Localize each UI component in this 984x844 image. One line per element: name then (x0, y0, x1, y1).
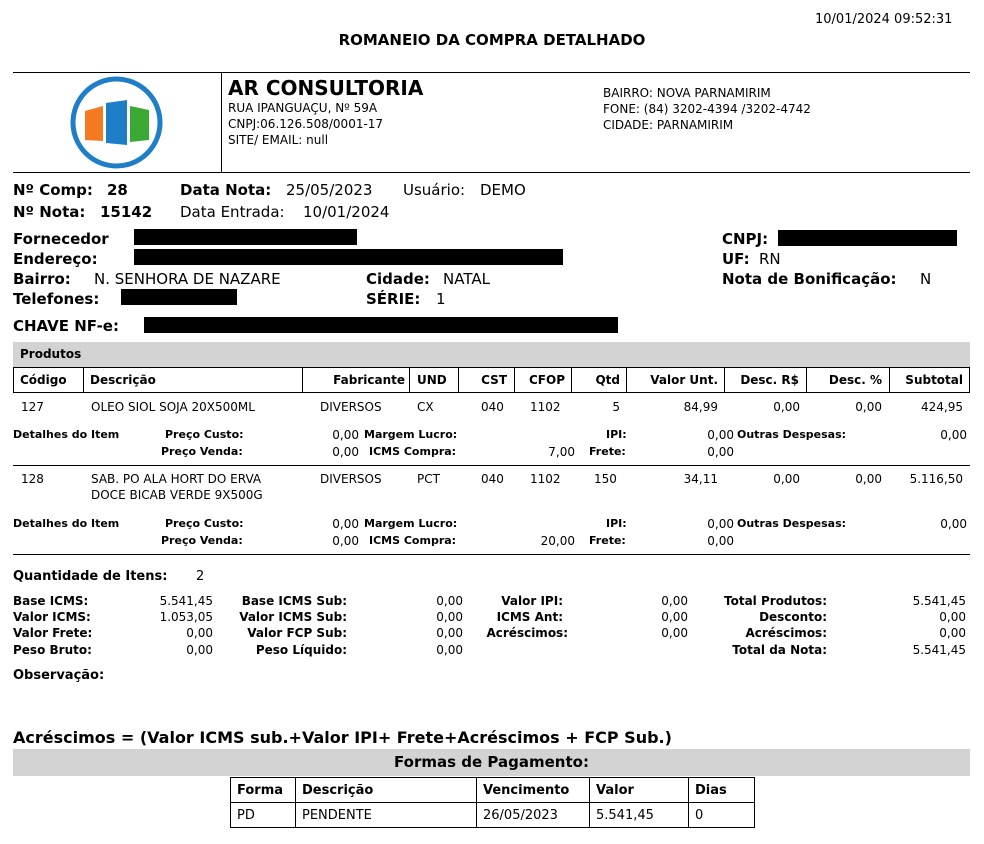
report-timestamp: 10/01/2024 09:52:31 (815, 12, 953, 27)
item-2-margem-label: Margem Lucro: (364, 517, 458, 530)
valor-icms-sub-label: Valor ICMS Sub: (239, 610, 347, 624)
item-1-icms-compra: 7,00 (548, 445, 575, 459)
item-2-preco-venda-label: Preço Venda: (161, 534, 243, 547)
item-1-preco-venda-label: Preço Venda: (161, 445, 243, 458)
item-separator (13, 465, 970, 466)
col-cfop: CFOP (529, 373, 565, 387)
item-2-preco-custo-label: Preço Custo: (165, 517, 244, 530)
item-2-preco-custo: 0,00 (332, 517, 359, 531)
peso-liquido-label: Peso Líquido: (255, 643, 347, 657)
acrescimos-value: 0,00 (661, 626, 688, 640)
products-section-label: Produtos (20, 347, 82, 361)
acrescimos-label: Acréscimos: (486, 626, 568, 640)
item-2-und: PCT (417, 472, 440, 486)
serie-label: SÉRIE: (366, 290, 421, 308)
redacted-cnpj (778, 230, 957, 246)
building-logo-icon (70, 76, 163, 169)
item-1-ipi-label: IPI: (606, 428, 627, 441)
total-produtos-value: 5.541,45 (912, 594, 966, 608)
payment-header-row (231, 778, 755, 803)
col-border (969, 367, 970, 393)
usuario-value: DEMO (480, 181, 526, 199)
item-1-preco-custo-label: Preço Custo: (165, 428, 244, 441)
data-entrada-label: Data Entrada: (180, 203, 285, 221)
item-1-frete: 0,00 (707, 445, 734, 459)
item-2-descricao-line1: SAB. PO ALA HORT DO ERVA (91, 472, 262, 486)
products-section-bar (13, 342, 970, 367)
pay-forma: PD (231, 803, 296, 828)
serie-value: 1 (436, 290, 446, 308)
total-nota-label: Total da Nota: (732, 643, 827, 657)
payment-row (231, 803, 755, 828)
pay-col-valor: Valor (590, 778, 689, 803)
valor-icms-sub-value: 0,00 (436, 610, 463, 624)
item-2-descricao-line2: DOCE BICAB VERDE 9X500G (91, 488, 263, 502)
col-und: UND (417, 373, 447, 387)
item-2-desc-rs: 0,00 (773, 472, 800, 486)
pay-valor: 5.541,45 (590, 803, 689, 828)
col-descricao: Descrição (90, 373, 156, 387)
valor-icms-label: Valor ICMS: (13, 610, 91, 624)
base-icms-label: Base ICMS: (13, 594, 89, 608)
bonificacao-label: Nota de Bonificação: (722, 270, 897, 288)
redacted-endereco (134, 249, 563, 265)
item-1-desc-rs: 0,00 (773, 400, 800, 414)
item-1-outras-label: Outras Despesas: (737, 428, 847, 441)
col-border (13, 367, 14, 393)
item-1-qtd: 5 (612, 400, 620, 414)
col-fabricante: Fabricante (333, 373, 405, 387)
data-nota-value: 25/05/2023 (286, 181, 373, 199)
acrescimos-total-label: Acréscimos: (745, 626, 827, 640)
item-1-cst: 040 (481, 400, 504, 414)
acrescimos-formula: Acréscimos = (Valor ICMS sub.+Valor IPI+ Frete+Acréscimos + FCP Sub.) (13, 728, 672, 747)
total-produtos-label: Total Produtos: (724, 594, 827, 608)
item-1-preco-custo: 0,00 (332, 428, 359, 442)
company-cnpj: CNPJ:06.126.508/0001-17 (228, 117, 384, 131)
redacted-chave (144, 317, 618, 333)
item-1-icms-compra-label: ICMS Compra: (369, 445, 457, 458)
redacted-telefones (121, 289, 237, 305)
item-2-frete: 0,00 (707, 534, 734, 548)
bairro-value: N. SENHORA DE NAZARE (94, 270, 281, 288)
pay-col-descricao: Descrição (296, 778, 477, 803)
item-1-und: CX (417, 400, 434, 414)
data-nota-label: Data Nota: (180, 181, 272, 199)
valor-fcp-sub-value: 0,00 (436, 626, 463, 640)
icms-ant-label: ICMS Ant: (496, 610, 563, 624)
item-2-ipi-label: IPI: (606, 517, 627, 530)
base-icms-sub-value: 0,00 (436, 594, 463, 608)
item-2-cfop: 1102 (530, 472, 561, 486)
fornecedor-label: Fornecedor (13, 230, 109, 248)
header-top-rule (13, 72, 970, 73)
col-valor-unt: Valor Unt. (650, 373, 718, 387)
item-1-fabricante: DIVERSOS (320, 400, 382, 414)
qtd-itens-label: Quantidade de Itens: (13, 569, 168, 584)
uf-value: RN (759, 250, 781, 268)
item-1-valor-unt: 84,99 (683, 400, 718, 414)
item-1-subtotal: 424,95 (921, 400, 963, 414)
item-2-frete-label: Frete: (589, 534, 626, 547)
valor-icms-value: 1.053,05 (159, 610, 213, 624)
base-icms-sub-label: Base ICMS Sub: (241, 594, 347, 608)
cnpj-label: CNPJ: (722, 230, 769, 248)
item-2-qtd: 150 (594, 472, 617, 486)
item-2-valor-unt: 34,11 (683, 472, 718, 486)
item-2-ipi: 0,00 (707, 517, 734, 531)
base-icms-value: 5.541,45 (159, 594, 213, 608)
item-2-preco-venda: 0,00 (332, 534, 359, 548)
company-cidade: CIDADE: PARNAMIRIM (603, 118, 734, 132)
qtd-itens-value: 2 (196, 569, 205, 584)
report-title: ROMANEIO DA COMPRA DETALHADO (338, 31, 646, 49)
company-address: RUA IPANGUAÇU, Nº 59A (228, 101, 378, 115)
payment-title: Formas de Pagamento: (394, 753, 589, 771)
nota-value: 15142 (100, 203, 153, 221)
usuario-label: Usuário: (403, 181, 466, 199)
products-header-top (13, 367, 970, 368)
comp-value: 28 (107, 181, 128, 199)
bonificacao-value: N (920, 270, 932, 288)
col-codigo: Código (20, 373, 67, 387)
col-qtd: Qtd (595, 373, 620, 387)
pay-col-forma: Forma (231, 778, 296, 803)
icms-ant-value: 0,00 (661, 610, 688, 624)
payment-table (230, 777, 755, 828)
observacao-label: Observação: (13, 668, 105, 683)
redacted-fornecedor (134, 229, 357, 245)
header-bottom-rule (13, 172, 970, 173)
valor-frete-value: 0,00 (186, 626, 213, 640)
valor-fcp-sub-label: Valor FCP Sub: (247, 626, 347, 640)
col-border (409, 367, 410, 393)
item-2-outras-label: Outras Despesas: (737, 517, 847, 530)
item-2-outras: 0,00 (940, 517, 967, 531)
pay-col-dias: Dias (689, 778, 755, 803)
item-2-detalhes-label: Detalhes do Item (13, 517, 120, 530)
col-border (83, 367, 84, 393)
company-fone: FONE: (84) 3202-4394 /3202-4742 (603, 102, 811, 116)
item-2-fabricante: DIVERSOS (320, 472, 382, 486)
valor-frete-label: Valor Frete: (13, 626, 93, 640)
item-2-icms-compra-label: ICMS Compra: (369, 534, 457, 547)
total-nota-value: 5.541,45 (912, 643, 966, 657)
cidade-value: NATAL (443, 270, 490, 288)
item-1-desc-pct: 0,00 (855, 400, 882, 414)
products-bottom-rule (13, 554, 970, 555)
item-1-descricao: OLEO SIOL SOJA 20X500ML (91, 400, 255, 414)
item-2-desc-pct: 0,00 (855, 472, 882, 486)
cidade-label: Cidade: (366, 270, 430, 288)
acrescimos-total-value: 0,00 (939, 626, 966, 640)
valor-ipi-label: Valor IPI: (501, 594, 563, 608)
pay-vencimento: 26/05/2023 (477, 803, 590, 828)
bairro-label: Bairro: (13, 270, 71, 288)
data-entrada-value: 10/01/2024 (303, 203, 390, 221)
company-name: AR CONSULTORIA (228, 76, 424, 100)
desconto-label: Desconto: (759, 610, 827, 624)
item-1-ipi: 0,00 (707, 428, 734, 442)
item-1-preco-venda: 0,00 (332, 445, 359, 459)
uf-label: UF: (722, 250, 750, 268)
valor-ipi-value: 0,00 (661, 594, 688, 608)
col-desc-pct: Desc. % (828, 373, 882, 387)
endereco-label: Endereço: (13, 250, 98, 268)
company-bairro: BAIRRO: NOVA PARNAMIRIM (603, 86, 771, 100)
logo-divider (221, 72, 222, 172)
products-header-bottom (13, 392, 970, 393)
item-1-margem-label: Margem Lucro: (364, 428, 458, 441)
item-2-icms-compra: 20,00 (540, 534, 575, 548)
item-2-subtotal: 5.116,50 (909, 472, 963, 486)
item-1-outras: 0,00 (940, 428, 967, 442)
item-1-frete-label: Frete: (589, 445, 626, 458)
item-1-cfop: 1102 (530, 400, 561, 414)
item-2-codigo: 128 (21, 472, 44, 486)
desconto-value: 0,00 (939, 610, 966, 624)
item-1-detalhes-label: Detalhes do Item (13, 428, 120, 441)
pay-col-vencimento: Vencimento (477, 778, 590, 803)
telefones-label: Telefones: (13, 290, 100, 308)
pay-dias: 0 (689, 803, 755, 828)
item-1-codigo: 127 (21, 400, 44, 414)
col-desc-rs: Desc. R$ (740, 373, 799, 387)
item-2-cst: 040 (481, 472, 504, 486)
comp-label: Nº Comp: (13, 181, 93, 199)
company-site: SITE/ EMAIL: null (228, 133, 329, 147)
peso-liquido-value: 0,00 (436, 643, 463, 657)
col-subtotal: Subtotal (905, 373, 963, 387)
peso-bruto-label: Peso Bruto: (13, 643, 92, 657)
nota-label: Nº Nota: (13, 203, 86, 221)
col-cst: CST (481, 373, 507, 387)
chave-label: CHAVE NF-e: (13, 317, 119, 335)
pay-descricao: PENDENTE (296, 803, 477, 828)
peso-bruto-value: 0,00 (186, 643, 213, 657)
